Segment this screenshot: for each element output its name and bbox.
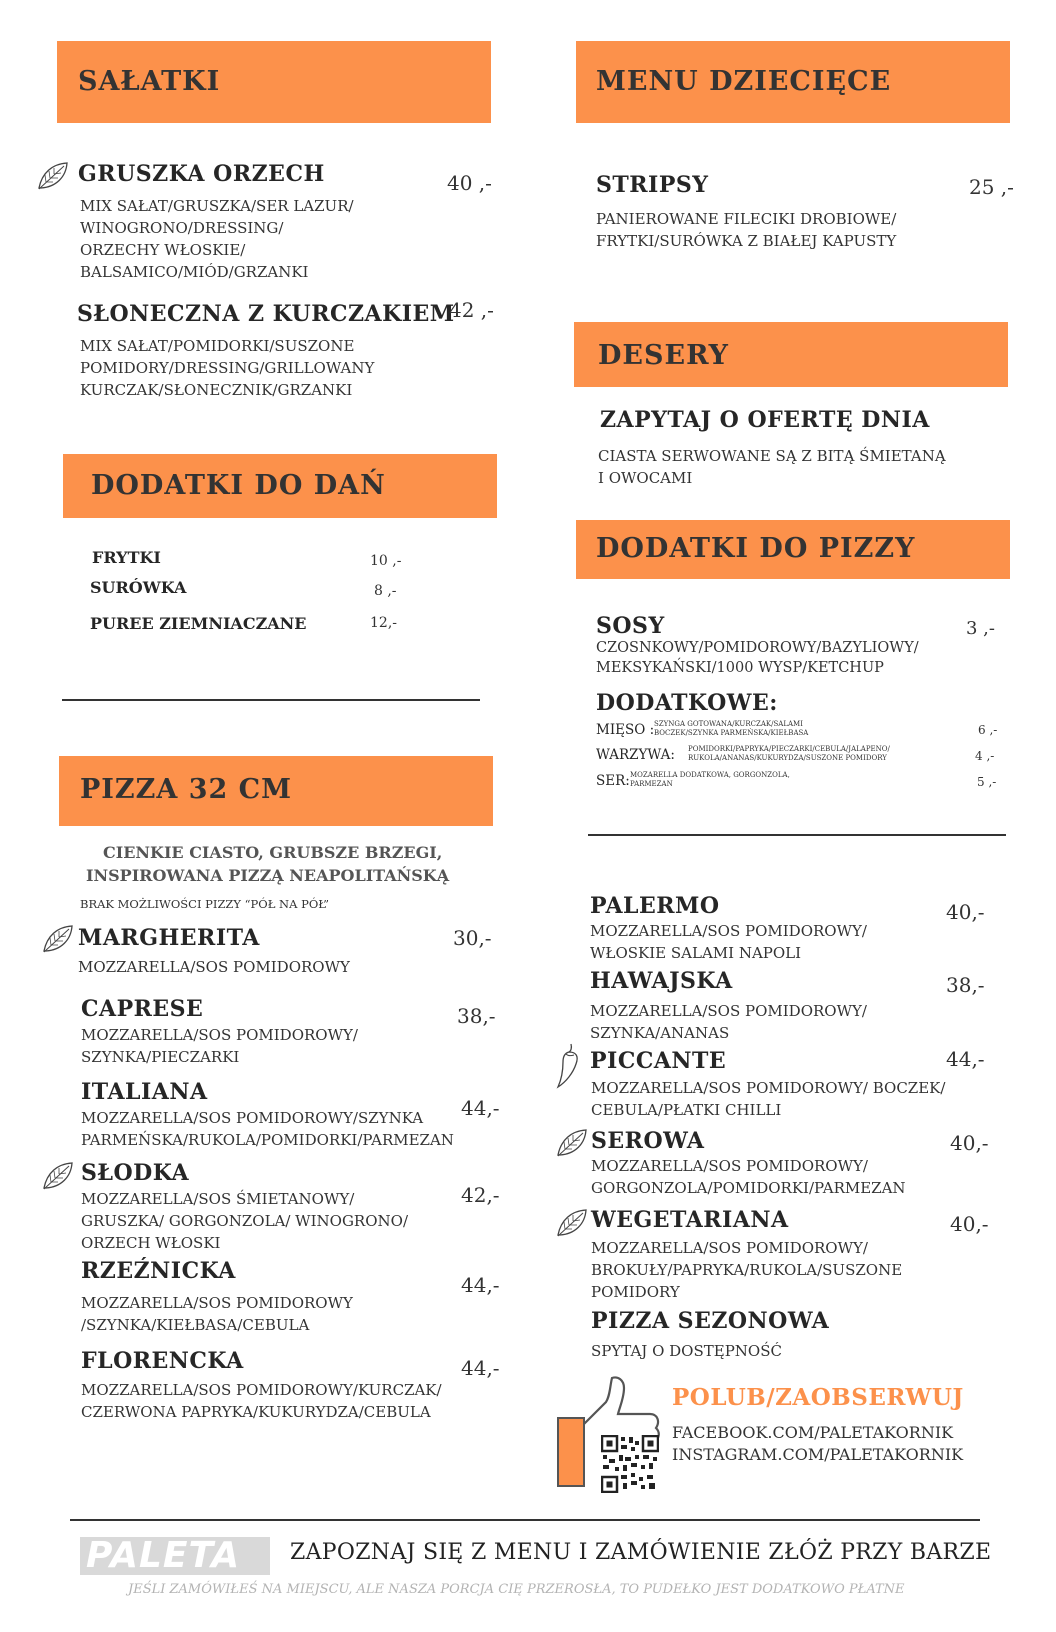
dodatki-dan-title: DODATKI DO DAŃ [91,470,386,501]
pizza-price: 40,- [946,900,985,924]
pizza-desc-line: MOZZARELLA/SOS ŚMIETANOWY/ [81,1190,355,1208]
pizza-price: 40,- [950,1212,989,1236]
facebook-link[interactable]: FACEBOOK.COM/PALETAKORNIK [672,1423,954,1442]
salad-desc-line: MIX SAŁAT/GRUSZKA/SER LAZUR/ [80,197,354,215]
pizza-price: 40,- [950,1131,989,1155]
pizza-name: PIZZA SEZONOWA [591,1308,830,1334]
extras-detail-line: RUKOLA/ANANAS/KUKURYDZA/SUSZONE POMIDORY [688,754,887,762]
divider [62,699,480,701]
qr-code-icon[interactable] [601,1435,659,1493]
pizza-desc-line: ORZECH WŁOSKI [81,1234,221,1252]
pizza-name: SŁODKA [81,1160,190,1186]
side-dish-name: PUREE ZIEMNIACZANE [90,614,307,633]
divider [588,834,1006,836]
pizza-title: PIZZA 32 CM [80,774,293,805]
extras-label: SER: [596,773,630,789]
pizza-desc-line: MOZZARELLA/SOS POMIDOROWY [78,958,350,976]
salatki-title: SAŁATKI [78,66,221,97]
pizza-desc-line: MOZZARELLA/SOS POMIDOROWY/ [591,1157,868,1175]
pizza-desc-line: MOZZARELLA/SOS POMIDOROWY/ BOCZEK/ [591,1079,946,1097]
pizza-price: 30,- [453,926,492,950]
pizza-name: RZEŹNICKA [81,1258,236,1284]
side-dish-name: SURÓWKA [90,578,187,597]
kids-item-name: STRIPSY [596,172,709,198]
social-title: POLUB/ZAOBSERWUJ [672,1384,964,1411]
side-dish-price: 8 ,- [374,583,397,599]
leaf-icon [40,1161,76,1191]
salad-desc-line: KURCZAK/SŁONECZNIK/GRZANKI [80,381,353,399]
leaf-icon [554,1208,590,1238]
side-dish-price: 12,- [370,615,397,631]
extras-price: 6 ,- [978,723,998,737]
salad-desc-line: BALSAMICO/MIÓD/GRZANKI [80,263,309,281]
salad-price: 40 ,- [447,171,492,195]
pizza-desc-line: WŁOSKIE SALAMI NAPOLI [590,944,802,962]
side-dish-price: 10 ,- [370,553,402,569]
extras-price: 5 ,- [977,775,997,789]
pizza-name: ITALIANA [81,1079,208,1105]
kids-item-price: 25 ,- [969,175,1014,199]
pizza-desc-line: SZYNKA/PIECZARKI [81,1048,240,1066]
pizza-desc-line: /SZYNKA/KIEŁBASA/CEBULA [81,1316,310,1334]
salad-desc-line: MIX SAŁAT/POMIDORKI/SUSZONE [80,337,355,355]
chili-pepper-icon [554,1042,584,1090]
extras-detail-line: BOCZEK/SZYNKA PARMEŃSKA/KIEŁBASA [654,729,809,737]
pizza-desc-line: SPYTAJ O DOSTĘPNOŚĆ [591,1342,782,1360]
pizza-name: PICCANTE [590,1048,727,1074]
footer-divider [70,1519,980,1521]
pizza-desc-line: SZYNKA/ANANAS [590,1024,730,1042]
pizza-price: 42,- [461,1183,500,1207]
pizza-note: BRAK MOŻLIWOŚCI PIZZY “PÓŁ NA PÓŁ” [80,897,330,911]
pizza-desc-line: MOZZARELLA/SOS POMIDOROWY/KURCZAK/ [81,1381,442,1399]
pizza-desc-line: MOZZARELLA/SOS POMIDOROWY/ [81,1026,358,1044]
paleta-logo-text: PALETA [86,1535,241,1576]
pizza-desc-line: PARMEŃSKA/RUKOLA/POMIDORKI/PARMEZAN [81,1131,454,1149]
salad-name: GRUSZKA ORZECH [78,161,325,187]
sauces-price: 3 ,- [966,618,995,639]
extras-detail-line: PARMEZAN [630,780,673,788]
extras-detail-line: MOZARELLA DODATKOWA, GORGONZOLA, [630,771,790,779]
footer-main-text: ZAPOZNAJ SIĘ Z MENU I ZAMÓWIENIE ZŁÓŻ PRZY BARZE [290,1540,992,1565]
side-dish-name: FRYTKI [92,548,161,567]
pizza-desc-line: MOZZARELLA/SOS POMIDOROWY/ [591,1239,868,1257]
salad-name: SŁONECZNA Z KURCZAKIEM [77,301,455,327]
pizza-name: MARGHERITA [78,925,260,951]
pizza-price: 44,- [946,1047,985,1071]
pizza-desc-line: MOZZARELLA/SOS POMIDOROWY [81,1294,353,1312]
pizza-desc-line: BROKUŁY/PAPRYKA/RUKOLA/SUSZONE [591,1261,903,1279]
pizza-desc-line: POMIDORY [591,1283,680,1301]
extras-title: DODATKOWE: [596,690,778,716]
pizza-intro-line: INSPIROWANA PIZZĄ NEAPOLITAŃSKĄ [86,866,450,885]
extras-detail-line: POMIDORKI/PAPRYKA/PIECZARKI/CEBULA/JALAPENO/ [688,745,890,753]
pizza-desc-line: CZERWONA PAPRYKA/KUKURYDZA/CEBULA [81,1403,431,1421]
instagram-link[interactable]: INSTAGRAM.COM/PALETAKORNIK [672,1445,964,1464]
sauces-name: SOSY [596,613,665,639]
leaf-icon [40,924,76,954]
pizza-desc-line: MOZZARELLA/SOS POMIDOROWY/ [590,922,867,940]
menu-dzieciece-title: MENU DZIECIĘCE [596,66,892,97]
footer-sub-text: JEŚLI ZAMÓWIŁEŚ NA MIEJSCU, ALE NASZA PORCJA CIĘ PRZEROSŁA, TO PUDEŁKO JEST DODATKOWO PŁATNE [128,1582,905,1597]
dessert-name: ZAPYTAJ O OFERTĘ DNIA [600,407,930,433]
pizza-price: 44,- [461,1356,500,1380]
salad-price: 42 ,- [449,298,494,322]
extras-label: MIĘSO : [596,722,655,738]
salad-desc-line: POMIDORY/DRESSING/GRILLOWANY [80,359,375,377]
pizza-price: 38,- [457,1004,496,1028]
pizza-desc-line: GORGONZOLA/POMIDORKI/PARMEZAN [591,1179,906,1197]
salad-desc-line: ORZECHY WŁOSKIE/ [80,241,246,259]
paleta-logo [80,1537,270,1575]
kids-item-desc-line: PANIEROWANE FILECIKI DROBIOWE/ [596,210,897,228]
pizza-price: 38,- [946,973,985,997]
pizza-desc-line: CEBULA/PŁATKI CHILLI [591,1101,782,1119]
pizza-name: HAWAJSKA [590,968,733,994]
salad-desc-line: WINOGRONO/DRESSING/ [80,219,284,237]
leaf-icon [554,1128,590,1158]
pizza-name: PALERMO [590,893,720,919]
pizza-name: SEROWA [591,1128,705,1154]
pizza-price: 44,- [461,1096,500,1120]
sauces-desc-line: CZOSNKOWY/POMIDOROWY/BAZYLIOWY/ [596,640,919,656]
leaf-icon [36,161,70,191]
extras-detail-line: SZYNGA GOTOWANA/KURCZAK/SALAMI [654,720,803,728]
dodatki-pizzy-title: DODATKI DO PIZZY [596,533,916,564]
extras-label: WARZYWA: [596,747,675,763]
pizza-name: FLORENCKA [81,1348,244,1374]
kids-item-desc-line: FRYTKI/SURÓWKA Z BIAŁEJ KAPUSTY [596,232,897,250]
pizza-desc-line: GRUSZKA/ GORGONZOLA/ WINOGRONO/ [81,1212,408,1230]
desery-title: DESERY [598,340,729,371]
pizza-desc-line: MOZZARELLA/SOS POMIDOROWY/SZYNKA [81,1109,424,1127]
extras-price: 4 ,- [975,749,995,763]
dessert-desc-line: I OWOCAMI [598,469,693,487]
pizza-name: WEGETARIANA [591,1207,789,1233]
pizza-desc-line: MOZZARELLA/SOS POMIDOROWY/ [590,1002,867,1020]
pizza-name: CAPRESE [81,996,204,1022]
pizza-intro-line: CIENKIE CIASTO, GRUBSZE BRZEGI, [103,843,443,862]
pizza-price: 44,- [461,1273,500,1297]
sauces-desc-line: MEKSYKAŃSKI/1000 WYSP/KETCHUP [596,660,884,676]
dessert-desc-line: CIASTA SERWOWANE SĄ Z BITĄ ŚMIETANĄ [598,447,946,465]
